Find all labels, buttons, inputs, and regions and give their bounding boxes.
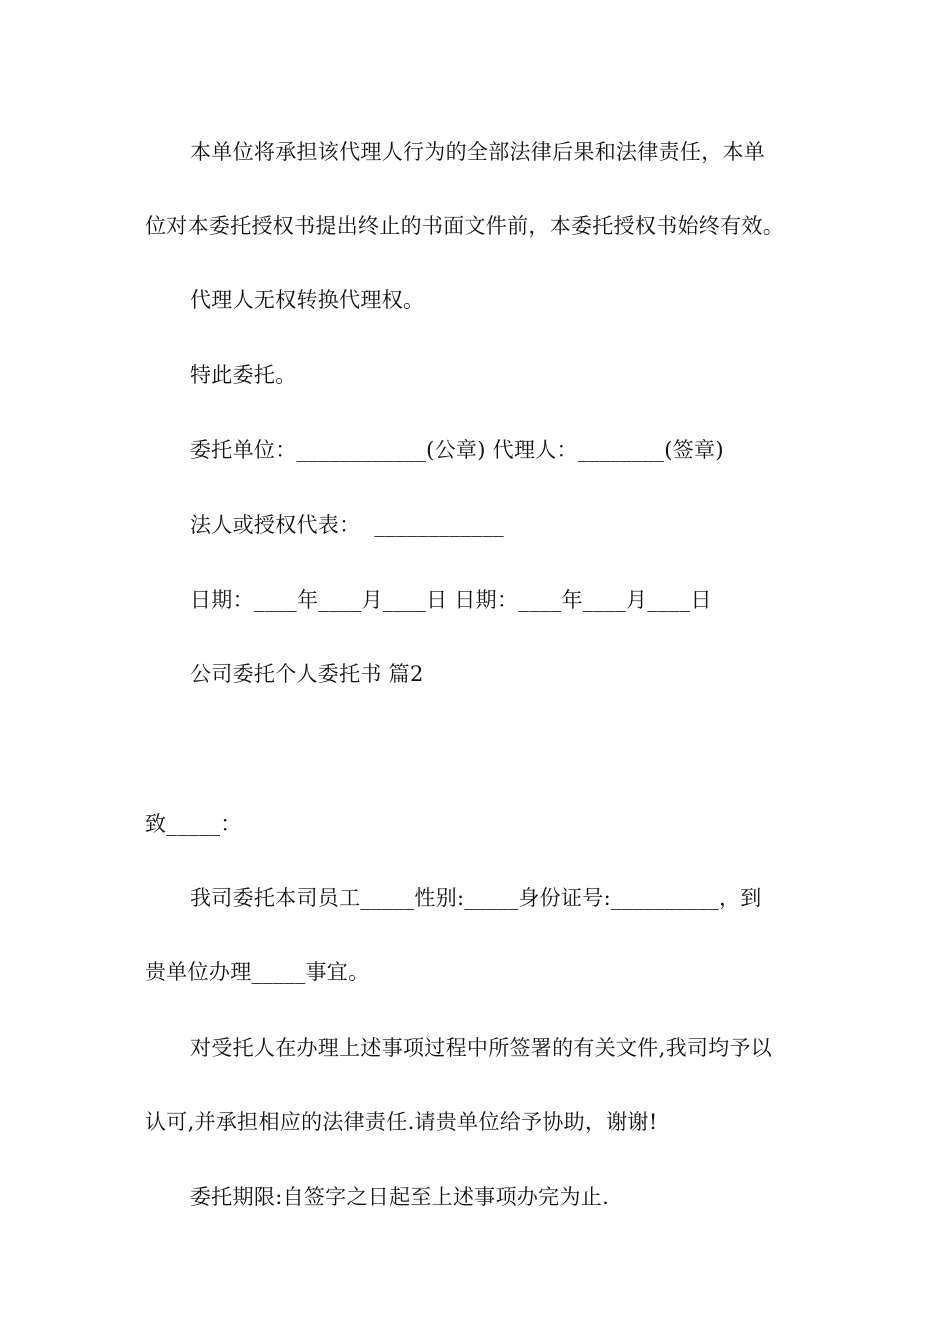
paragraph-entrust-employee-line-2: 贵单位办理_____事宜。	[145, 960, 370, 984]
paragraph-recognition-line-2: 认可,并承担相应的法律责任.请贵单位给予协助，谢谢!	[145, 1110, 658, 1134]
paragraph-liability-line-1: 本单位将承担该代理人行为的全部法律后果和法律责任，本单	[190, 140, 766, 164]
paragraph-liability-line-2: 位对本委托授权书提出终止的书面文件前，本委托授权书始终有效。	[145, 214, 784, 238]
signature-dates: 日期：____年____月____日 日期：____年____月____日	[190, 588, 712, 612]
section-heading: 公司委托个人委托书 篇2	[190, 662, 424, 686]
signature-entrusting-unit-agent: 委托单位：____________(公章) 代理人：________(签章)	[190, 438, 724, 462]
paragraph-hereby-entrust: 特此委托。	[190, 363, 297, 387]
paragraph-entrust-employee-line-1: 我司委托本司员工_____性别:_____身份证号:__________，到	[190, 886, 762, 910]
paragraph-entrustment-period: 委托期限:自签字之日起至上述事项办完为止.	[190, 1185, 610, 1209]
signature-legal-representative: 法人或授权代表： ____________	[190, 513, 504, 537]
paragraph-recognition-line-1: 对受托人在办理上述事项过程中所签署的有关文件,我司均予以	[190, 1036, 773, 1060]
paragraph-no-transfer: 代理人无权转换代理权。	[190, 288, 425, 312]
addressee-line: 致_____：	[145, 812, 242, 836]
